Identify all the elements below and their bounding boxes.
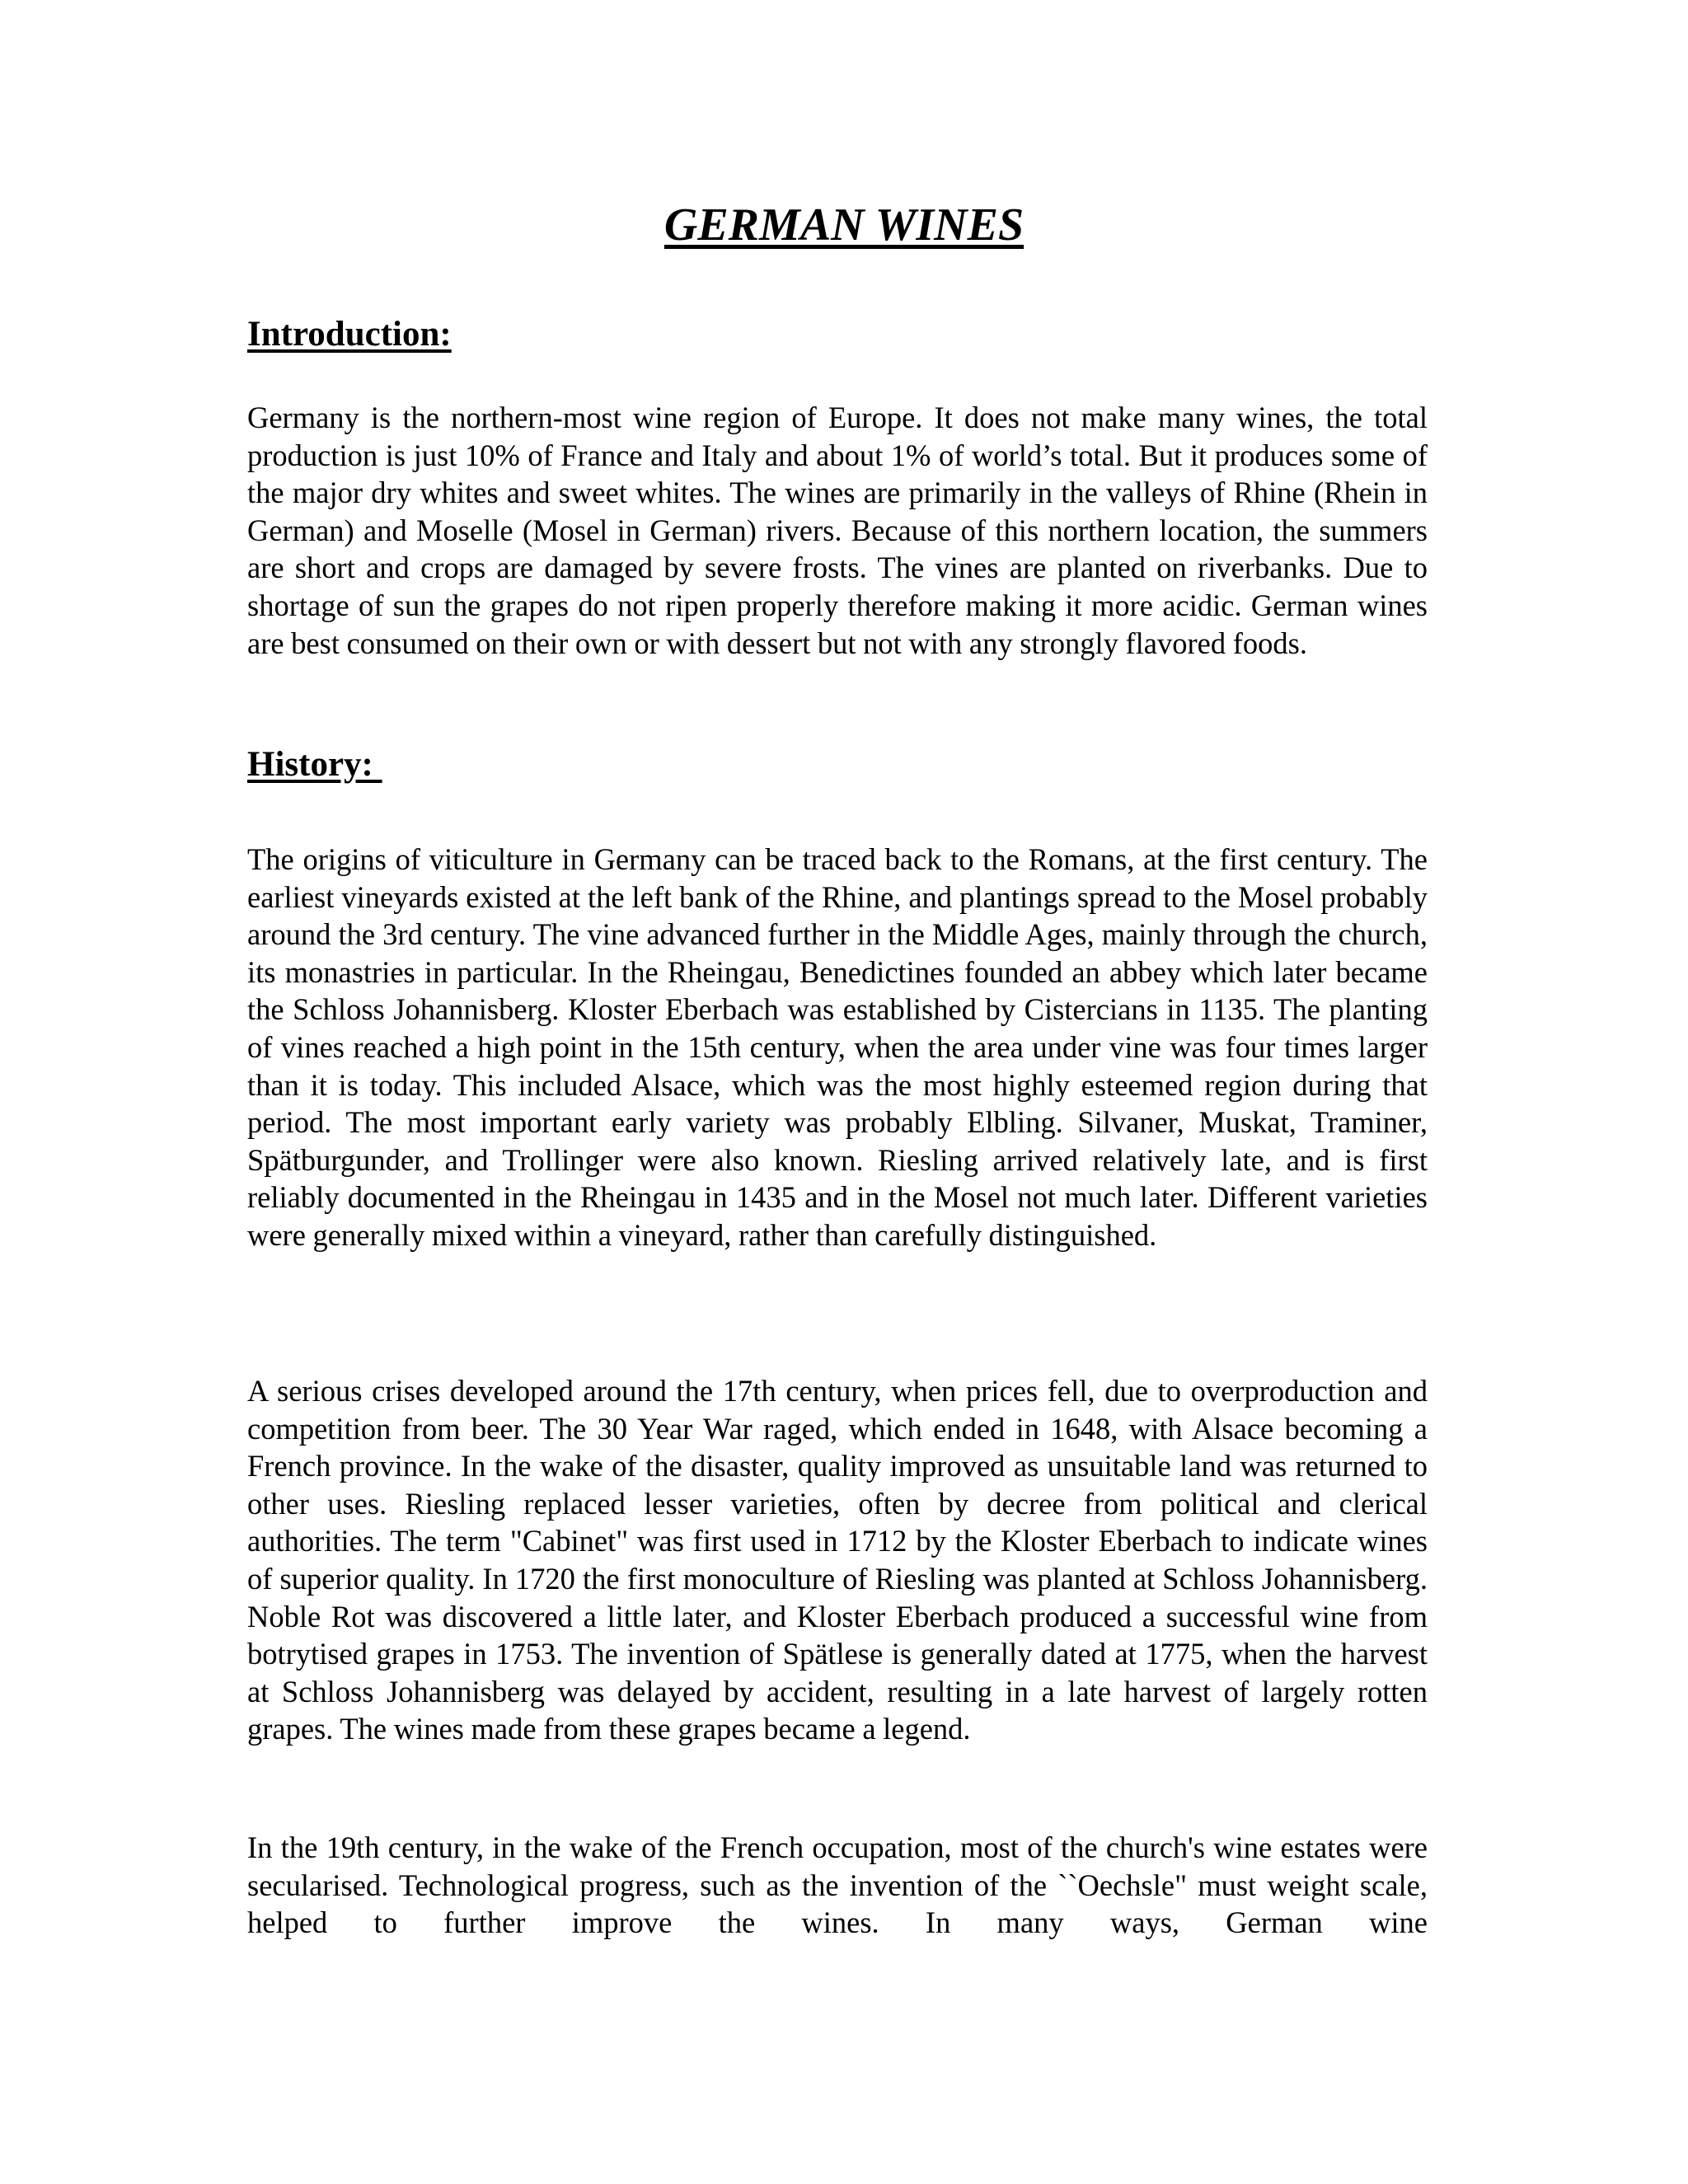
- paragraph-history-3: In the 19th century, in the wake of the French occupation, most of the church's wine estates were secularised. Technological progress, such as the invention of the ``Oechsle" must weight scale, helped to further improve the wines. In many ways, German wine: [247, 1830, 1428, 1940]
- paragraph-history-2: A serious crises developed around the 17th century, when prices fell, due to overproduction and competition from beer. The 30 Year War raged, which ended in 1648, with Alsace becoming a French province. In the wake of the disaster, quality improved as unsuitable land was returned to other uses. Riesling replaced lesser varieties, often by decree from political and clerical authorities. The term "Cabinet" was first used in 1712 by the Kloster Eberbach to indicate wines of superior quality. In 1720 the first monoculture of Riesling was planted at Schloss Johannisberg. Noble Rot was discovered a little later, and Kloster Eberbach produced a successful wine from botrytised grapes in 1753. The invention of Spätlese is generally dated at 1775, when the harvest at Schloss Johannisberg was delayed by accident, resulting in a late harvest of largely rotten grapes. The wines made from these grapes became a legend.: [247, 1374, 1428, 1746]
- section-heading-introduction: Introduction:: [247, 315, 452, 354]
- section-heading-history: History:: [247, 745, 382, 784]
- page-title: GERMAN WINES: [663, 199, 1025, 251]
- paragraph-history-1: The origins of viticulture in Germany can be traced back to the Romans, at the first century. The earliest vineyards existed at the left bank of the Rhine, and plantings spread to the Mosel probably around the 3rd century. The vine advanced further in the Middle Ages, mainly through the church, its monastries in particular. In the Rheingau, Benedictines founded an abbey which later became the Schloss Johannisberg. Kloster Eberbach was established by Cistercians in 1135. The planting of vines reached a high point in the 15th century, when the area under vine was four times larger than it is today. This included Alsace, which was the most highly esteemed region during that period. The most important early variety was probably Elbling. Silvaner, Muskat, Traminer, Spätburgunder, and Trollinger were also known. Riesling arrived relatively late, and is first reliably documented in the Rheingau in 1435 and in the Mosel not much later. Different varieties were generally mixed within a vineyard, rather than carefully distinguished.: [247, 842, 1428, 1252]
- paragraph-introduction: Germany is the northern-most wine region of Europe. It does not make many wines, the total production is just 10% of France and Italy and about 1% of world’s total. But it produces some of the major dry whites and sweet whites. The wines are primarily in the valleys of Rhine (Rhein in German) and Moselle (Mosel in German) rivers. Because of this northern location, the summers are short and crops are damaged by severe frosts. The vines are planted on riverbanks. Due to shortage of sun the grapes do not ripen properly therefore making it more acidic. German wines are best consumed on their own or with dessert but not with any strongly flavored foods.: [247, 401, 1428, 660]
